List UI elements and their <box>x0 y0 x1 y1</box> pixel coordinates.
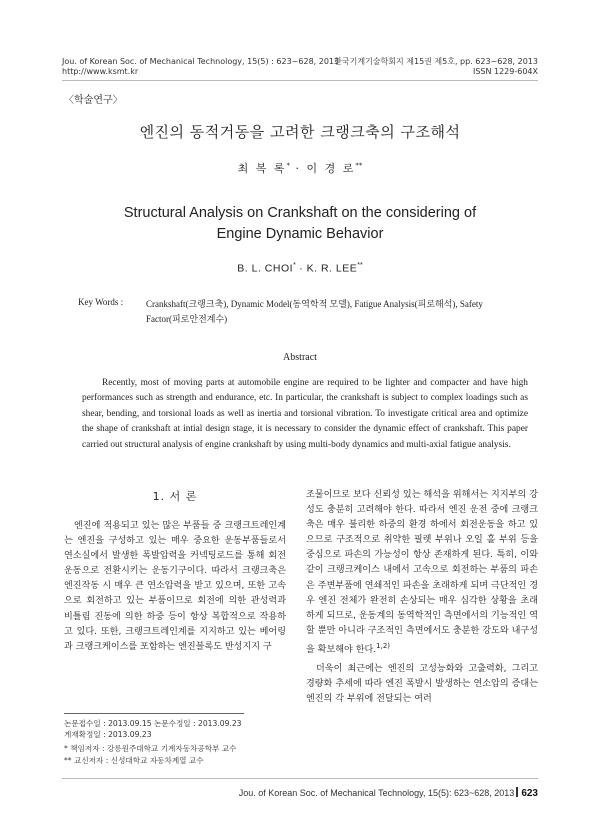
journal-citation-ko: 한국기계기술학회지 제15권 제5호, pp. 623~628, 2013 <box>334 57 538 66</box>
journal-citation-en: Jou. of Korean Soc. of Mechanical Technology, 15(5) : 623~628, 2013 <box>62 57 340 66</box>
authors-korean <box>0 160 600 176</box>
page-footer <box>239 787 538 799</box>
keywords-text: Crankshaft(크랭크축), Dynamic Model(동역학적 모델), Fatigue Analysis(피로해석), Safety Factor(피로안전계수) <box>146 299 483 324</box>
reference-marker[interactable]: 1,2) <box>376 641 391 650</box>
abstract-body: Recently, most of moving parts at automobile engine are required to be lighter and compacter and have high performances such as strength and endurance, etc. In particular, the crankshaft is subject to complex loadings such as shear, bending, and torsional loads as well as inertia and torsional vibration. To investigate critical area and optimize the shape of crankshaft at intial design stage, it is necessary to consider the dynamic effect of crankshaft. This paper carried out structural analysis of engine crankshaft by using multi-body dynamics and multi-axial fatigue analysis. <box>82 378 528 450</box>
footnote-corresponding-1: * 책임저자 : 강릉원주대학교 기계자동차공학부 교수 <box>64 744 237 753</box>
footnote-accepted-date: 게재확정일 : 2013.09.23 <box>64 730 152 739</box>
footer-divider <box>62 778 538 779</box>
body-column-left <box>64 519 286 655</box>
footnote-received-date: 논문접수일 : 2013.09.15 논문수정일 : 2013.09.23 <box>64 719 242 728</box>
article-category: 〈학술연구〉 <box>64 95 123 106</box>
author1-mark-en: * <box>293 262 296 269</box>
footer-citation: Jou. of Korean Soc. of Mechanical Technology, 15(5): 623~628, 2013 <box>238 788 515 798</box>
issn: ISSN 1229-604X <box>472 67 538 76</box>
page-number: 623 <box>521 788 538 799</box>
footnote-divider <box>64 713 244 714</box>
keywords-label: Key Words : <box>78 297 124 307</box>
authors-english <box>0 262 600 275</box>
journal-url[interactable]: http://www.ksmt.kr <box>62 67 139 76</box>
author1-en: B. L. CHOI <box>237 262 294 275</box>
author2-mark-en: ** <box>357 262 363 269</box>
title-english: Structural Analysis on Crankshaft on the considering of Engine Dynamic Behavior <box>123 205 477 242</box>
intro-paragraph-2: 더욱이 최근에는 엔진의 고성능화와 고출력화, 그리고 경량화 추세에 따라 엔진 폭발시 발생하는 연소압의 증대는 엔진의 각 부위에 전달되는 여러 <box>306 664 538 705</box>
intro-paragraph-1-cont <box>306 488 538 658</box>
footnote-corresponding-2: ** 교신저자 : 신성대학교 자동차계열 교수 <box>64 756 204 765</box>
abstract-heading: Abstract <box>283 352 317 363</box>
body-column-right <box>306 488 538 707</box>
author2-ko: 이 경 로 <box>306 162 356 175</box>
intro-paragraph-1-cont-text: 조물이므로 보다 신뢰성 있는 해석을 위해서는 지지부의 강성도 충분히 고려해야 한다. 따라서 엔진 운전 중에 크랭크축은 매우 불리한 하중의 환경 하에서 회전운동을 하고 있으므로 구조적으로 취약한 필렛 부위나 오일 홀 부위 등을 중심으로 파손의 가능성이 항상 존재하게 된다. 특히, 이와 같이 크랭크케이스 내에서 고속으로 회전하는 부품의 파손은 주변부품에 연쇄적인 파손을 초래하게 되며 극단적인 경우 엔진 전체가 완전히 손상되는 매우 심각한 상황을 초래하게 되므로, 운동계의 동역학적인 측면에서의 기능적인 역할 뿐만 아니라 구조적인 측면에서도 충분한 강도와 내구성을 확보해야 한다. <box>306 490 538 655</box>
footer-bar <box>516 787 518 797</box>
author1-ko: 최 복 록 <box>237 162 287 175</box>
header-divider <box>62 80 538 81</box>
author-separator: · <box>290 162 307 175</box>
author1-mark: * <box>286 161 290 170</box>
author-separator-en: · <box>295 262 307 275</box>
title-korean: 엔진의 동적거동을 고려한 크랭크축의 구조해석 <box>139 123 461 141</box>
journal-header-left <box>62 57 339 77</box>
author2-en: K. R. LEE <box>306 262 358 275</box>
section-heading-introduction: 1. 서 론 <box>152 490 198 503</box>
intro-paragraph-1: 엔진에 적용되고 있는 많은 부품들 중 크랭크트레인계는 엔진을 구성하고 있는 매우 중요한 운동부품들로서 연소실에서 발생한 폭발압력을 커넥팅로드를 통해 회전운동으로 전환시키는 운동기구이다. 따라서 크랭크축은 엔진작동 시 매우 큰 연소압력을 받고 있으며, 또한 고속으로 회전하고 있는 부품이므로 회전에 의한 관성력과 비틀림 진동에 의한 하중 등이 항상 복합적으로 작용하고 있다. 또한, 크랭크트레인계를 지지하고 있는 베어링과 크랭크케이스를 포함하는 엔진블록도 반성지지 구 <box>64 521 286 652</box>
author2-mark: ** <box>355 161 363 170</box>
journal-header-right <box>334 57 538 77</box>
